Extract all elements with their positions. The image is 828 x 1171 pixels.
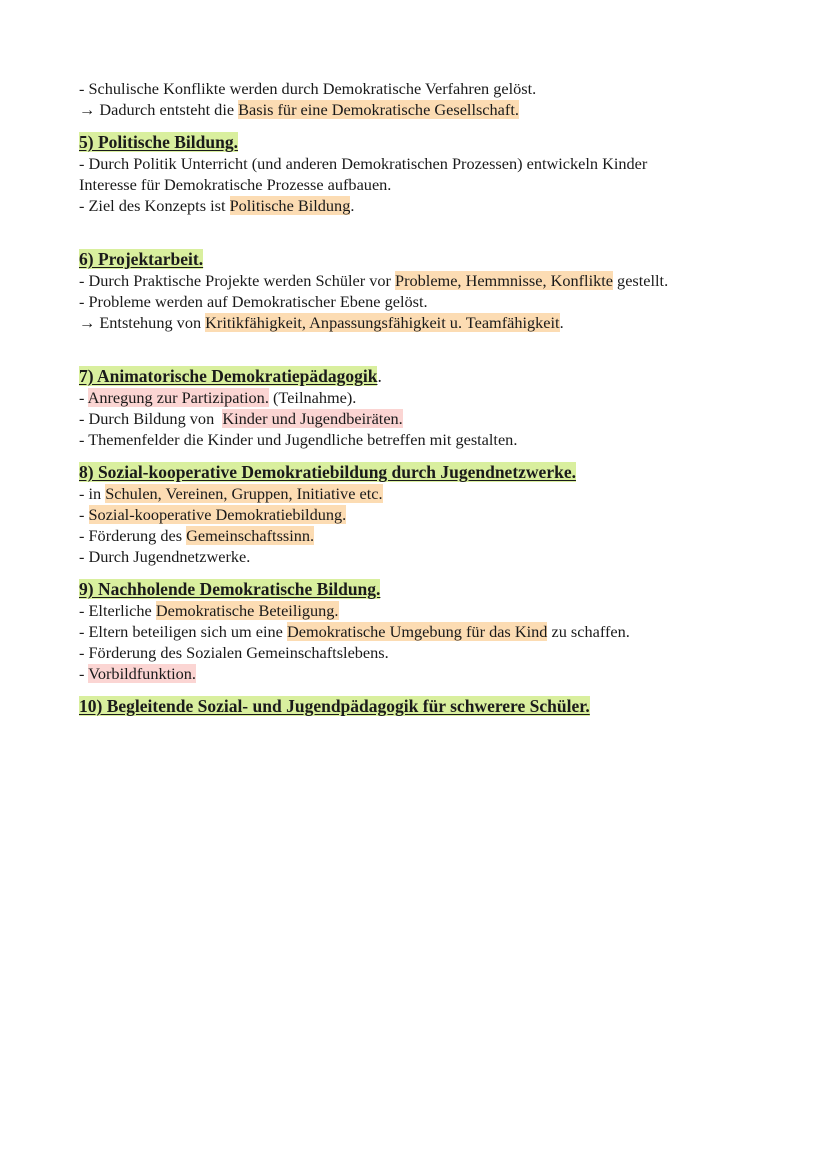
section-heading-5: 5) Politische Bildung. [79,132,238,152]
s6-line-3: → Entstehung von Kritikfähigkeit, Anpassungsfähigkeit u. Teamfähigkeit. [79,313,564,332]
section-heading-7: 7) Animatorische Demokratiepädagogik. [79,366,382,386]
highlight: Anregung zur Partizipation. [87,388,269,407]
highlight: Politische Bildung [229,196,351,215]
intro-line-1: - Schulische Konflikte werden durch Demokratische Verfahren gelöst. [79,79,537,98]
section-heading-8: 8) Sozial-kooperative Demokratiebildung durch Jugendnetzwerke. [79,462,576,482]
highlight: Probleme, Hemmnisse, Konflikte [395,271,613,290]
highlight: Sozial-kooperative Demokratiebildung. [88,505,347,524]
document-page [79,78,779,717]
s8-line-3: - Förderung des Gemeinschaftssinn. [79,526,315,545]
s7-line-1: - Anregung zur Partizipation. (Teilnahme). [79,388,357,407]
s5-line-3: - Ziel des Konzepts ist Politische Bildung. [79,196,355,215]
s7-line-2: - Durch Bildung von Kinder und Jugendbeiräten. [79,409,403,428]
s9-line-2: - Eltern beteiligen sich um eine Demokratische Umgebung für das Kind zu schaffen. [79,622,630,641]
highlight: Basis für eine Demokratische Gesellschaft. [238,100,519,119]
s6-line-2: - Probleme werden auf Demokratischer Ebene gelöst. [79,292,428,311]
section-heading-6: 6) Projektarbeit. [79,249,204,269]
s9-line-4: - Vorbildfunktion. [79,664,196,683]
highlight: Vorbildfunktion. [88,664,196,683]
s8-line-1: - in Schulen, Vereinen, Gruppen, Initiative etc. [79,484,383,503]
section-heading-9: 9) Nachholende Demokratische Bildung. [79,579,381,599]
highlight: Demokratische Beteiligung. [155,601,339,620]
highlight: Kinder und Jugendbeiräten. [222,409,403,428]
highlight: Schulen, Vereinen, Gruppen, Initiative etc. [105,484,383,503]
s7-line-3: - Themenfelder die Kinder und Jugendliche betreffen mit gestalten. [79,430,518,449]
s5-line-2: Interesse für Demokratische Prozesse aufbauen. [79,175,392,194]
s8-line-4: - Durch Jugendnetzwerke. [79,547,251,566]
s5-line-1: - Durch Politik Unterricht (und anderen Demokratischen Prozessen) entwickeln Kinder [79,154,648,173]
s6-line-1: - Durch Praktische Projekte werden Schüler vor Probleme, Hemmnisse, Konflikte gestellt. [79,271,669,290]
highlight: Demokratische Umgebung für das Kind [286,622,548,641]
s8-line-2: - Sozial-kooperative Demokratiebildung. [79,505,347,524]
highlight: Gemeinschaftssinn. [186,526,315,545]
section-heading-10: 10) Begleitende Sozial- und Jugendpädagogik für schwerere Schüler. [79,696,590,716]
highlight: Kritikfähigkeit, Anpassungsfähigkeit u. Teamfähigkeit [205,313,560,332]
s9-line-3: - Förderung des Sozialen Gemeinschaftslebens. [79,643,389,662]
s9-line-1: - Elterliche Demokratische Beteiligung. [79,601,339,620]
intro-line-2: → Dadurch entsteht die Basis für eine Demokratische Gesellschaft. [79,100,519,119]
